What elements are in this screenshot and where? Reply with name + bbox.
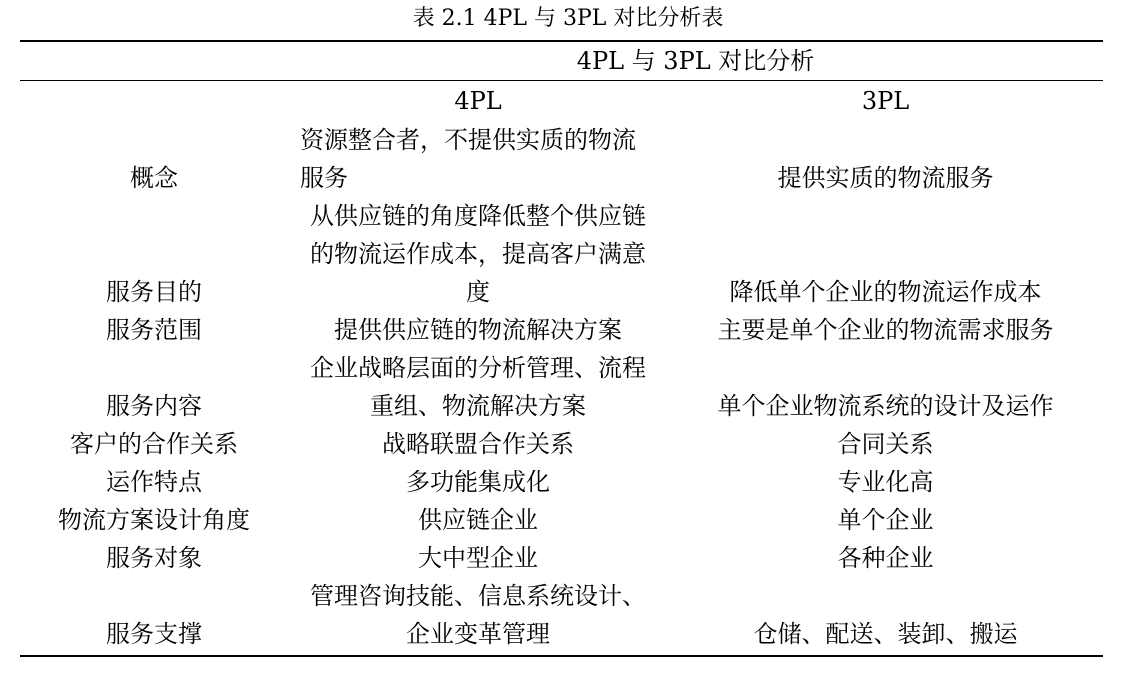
cell-4pl: 资源整合者，不提供实质的物流服务 bbox=[300, 126, 636, 192]
row-label: 概念 bbox=[130, 164, 178, 192]
column-header-row bbox=[20, 83, 1103, 121]
table-row bbox=[20, 311, 1103, 349]
cell-4pl: 管理咨询技能、信息系统设计、企业变革管理 bbox=[310, 582, 646, 648]
cell-3pl: 单个企业物流系统的设计及运作 bbox=[717, 392, 1054, 420]
row-label: 服务支撑 bbox=[106, 620, 202, 648]
row-label: 服务内容 bbox=[106, 392, 202, 420]
cell-4pl: 企业战略层面的分析管理、流程重组、物流解决方案 bbox=[310, 354, 646, 420]
cell-4pl: 战略联盟合作关系 bbox=[382, 430, 574, 458]
column-header-4pl: 4PL bbox=[454, 87, 502, 115]
cell-3pl: 单个企业 bbox=[837, 506, 934, 534]
table-row bbox=[20, 577, 1103, 653]
row-label: 服务对象 bbox=[106, 544, 202, 572]
cell-3pl: 各种企业 bbox=[837, 544, 934, 572]
table-caption: 表 2.1 4PL 与 3PL 对比分析表 bbox=[412, 6, 724, 31]
cell-4pl: 多功能集成化 bbox=[406, 468, 550, 496]
row-label: 客户的合作关系 bbox=[70, 430, 238, 458]
top-rule bbox=[20, 40, 1103, 42]
table-row bbox=[20, 349, 1103, 425]
cell-4pl: 提供供应链的物流解决方案 bbox=[334, 316, 622, 344]
cell-3pl: 主要是单个企业的物流需求服务 bbox=[717, 316, 1054, 344]
table-row bbox=[20, 463, 1103, 501]
cell-3pl: 合同关系 bbox=[837, 430, 934, 458]
cell-3pl: 提供实质的物流服务 bbox=[777, 164, 994, 192]
header-rule bbox=[20, 80, 1103, 81]
bottom-rule bbox=[20, 655, 1103, 657]
table-row bbox=[20, 121, 1103, 197]
table-row bbox=[20, 501, 1103, 539]
column-header-3pl: 3PL bbox=[861, 87, 910, 115]
row-label: 物流方案设计角度 bbox=[58, 506, 250, 534]
cell-4pl: 从供应链的角度降低整个供应链的物流运作成本，提高客户满意度 bbox=[310, 202, 646, 306]
row-label: 运作特点 bbox=[106, 468, 202, 496]
cell-3pl: 降低单个企业的物流运作成本 bbox=[729, 278, 1042, 306]
group-header: 4PL 与 3PL 对比分析 bbox=[576, 47, 815, 75]
table-row bbox=[20, 539, 1103, 577]
row-label: 服务目的 bbox=[106, 278, 202, 306]
comparison-table bbox=[20, 83, 1103, 653]
row-label: 服务范围 bbox=[106, 316, 202, 344]
cell-3pl: 仓储、配送、装卸、搬运 bbox=[753, 620, 1018, 648]
cell-3pl: 专业化高 bbox=[837, 468, 934, 496]
column-header-item bbox=[20, 83, 288, 121]
table-row bbox=[20, 197, 1103, 311]
cell-4pl: 供应链企业 bbox=[418, 506, 538, 534]
table-row bbox=[20, 425, 1103, 463]
cell-4pl: 大中型企业 bbox=[418, 544, 538, 572]
